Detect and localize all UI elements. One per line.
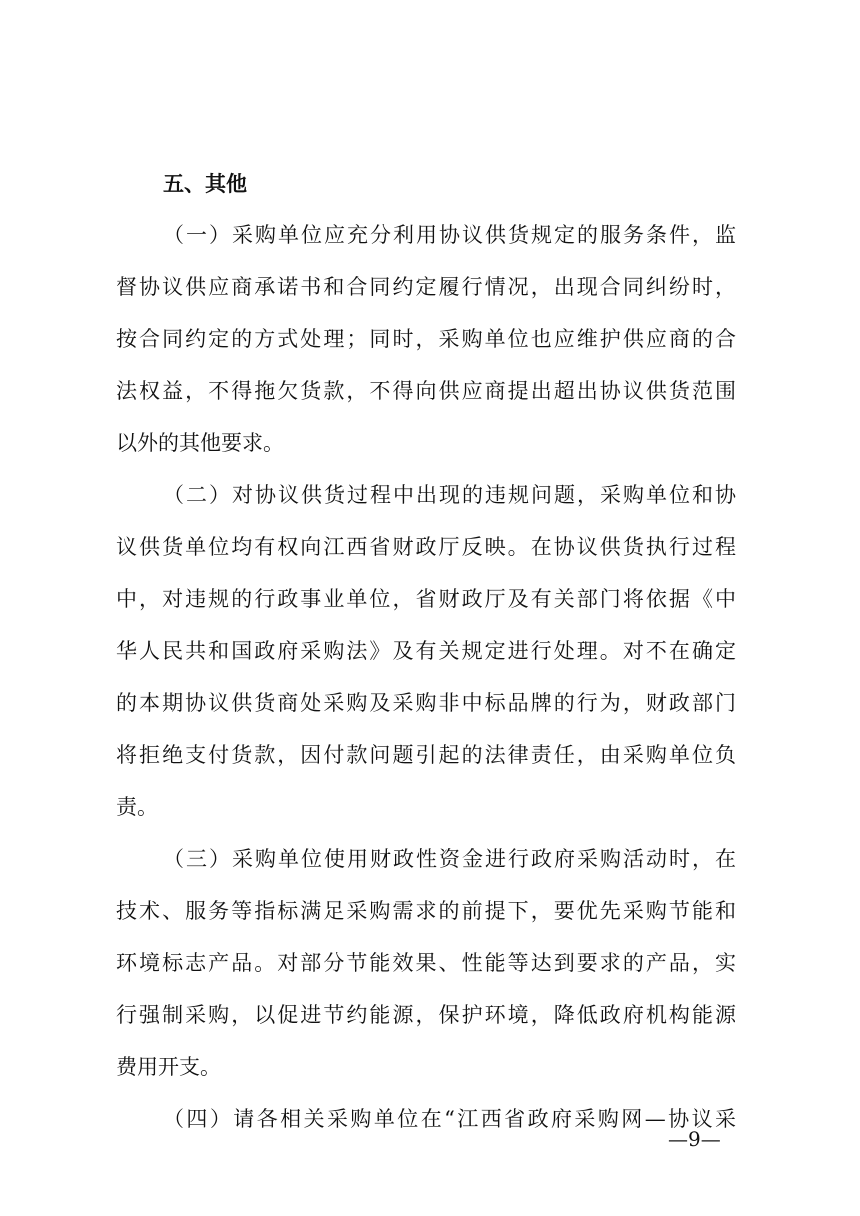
paragraph-3-line-3: 环境标志产品。对部分节能效果、性能等达到要求的产品，实	[116, 951, 736, 975]
paragraph-1-line-2: 督协议供应商承诺书和合同约定履行情况，出现合同纠纷时，	[116, 275, 736, 299]
paragraph-2-line-2: 议供货单位均有权向江西省财政厅反映。在协议供货执行过程	[116, 535, 736, 559]
paragraph-2-line-4: 华人民共和国政府采购法》及有关规定进行处理。对不在确定	[116, 639, 736, 663]
paragraph-1-line-5: 以外的其他要求。	[116, 431, 284, 455]
section-heading: 五、其他	[163, 172, 247, 196]
paragraph-3-line-1: （三）采购单位使用财政性资金进行政府采购活动时，在	[163, 847, 736, 871]
paragraph-2-line-5: 的本期协议供货商处采购及采购非中标品牌的行为，财政部门	[116, 691, 736, 715]
paragraph-2-line-1: （二）对协议供货过程中出现的违规问题，采购单位和协	[163, 483, 736, 507]
paragraph-2-line-7: 责。	[116, 795, 158, 819]
paragraph-3-line-2: 技术、服务等指标满足采购需求的前提下，要优先采购节能和	[116, 899, 736, 923]
paragraph-3-line-5: 费用开支。	[116, 1055, 221, 1079]
paragraph-1-line-1: （一）采购单位应充分利用协议供货规定的服务条件，监	[163, 223, 736, 247]
paragraph-1-line-4: 法权益，不得拖欠货款，不得向供应商提出超出协议供货范围	[116, 379, 736, 403]
page-number: —9—	[668, 1127, 721, 1151]
paragraph-2-line-6: 将拒绝支付货款，因付款问题引起的法律责任，由采购单位负	[116, 743, 736, 767]
paragraph-3-line-4: 行强制采购，以促进节约能源，保护环境，降低政府机构能源	[116, 1003, 736, 1027]
paragraph-4-line-1: （四）请各相关采购单位在“江西省政府采购网—协议采	[163, 1107, 736, 1131]
paragraph-1-line-3: 按合同约定的方式处理；同时，采购单位也应维护供应商的合	[116, 327, 736, 351]
paragraph-2-line-3: 中，对违规的行政事业单位，省财政厅及有关部门将依据《中	[116, 587, 736, 611]
